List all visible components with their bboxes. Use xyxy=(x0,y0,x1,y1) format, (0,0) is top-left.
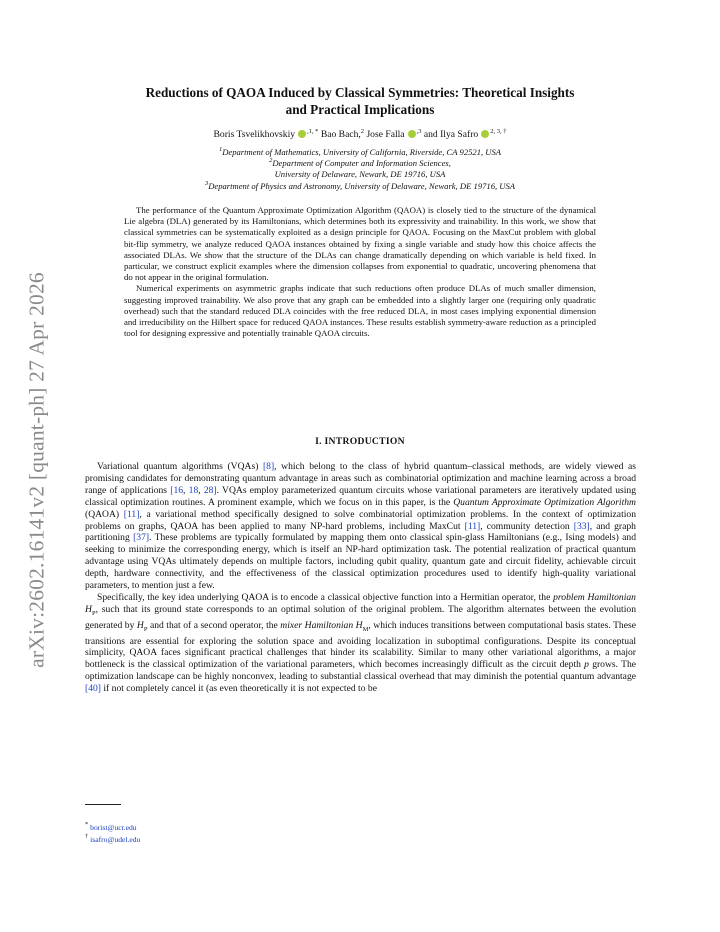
author-name: Ilya Safro xyxy=(440,129,479,140)
title-line-1: Reductions of QAOA Induced by Classical Symmetries: Theoretical Insights xyxy=(145,85,575,100)
author-name: Bao Bach, xyxy=(320,129,361,140)
math-symbol: H xyxy=(136,619,144,631)
text-run: , and graph partitioning xyxy=(85,520,636,544)
introduction-body xyxy=(85,461,636,695)
author-affil-sup: ,3 xyxy=(416,128,422,135)
text-run: , community detection xyxy=(480,520,574,532)
author-conjunction: and xyxy=(423,129,438,140)
orcid-icon[interactable] xyxy=(408,130,416,138)
affiliation-number: 3 xyxy=(204,179,209,187)
math-symbol: p xyxy=(584,659,589,671)
term-emphasis: Quantum Approximate Optimization Algorithm xyxy=(453,496,636,508)
text-run: , a variational method specifically designed to solve combinatorial optimization problems. In the context of optimization problems on graphs, QAOA has been applied to many NP-hard problems, including MaxCut xyxy=(85,508,636,532)
intro-paragraph xyxy=(85,592,636,695)
citation-link[interactable]: [11] xyxy=(123,508,140,520)
citation-link[interactable]: [16 xyxy=(170,484,184,496)
affiliation-number: 2 xyxy=(269,157,273,165)
author-name: Jose Falla xyxy=(366,129,405,140)
text-run: (QAOA) xyxy=(85,508,124,520)
affiliation-text: Department of Physics and Astronomy, University of Delaware, Newark, DE 19716, USA xyxy=(208,180,516,191)
text-run: Specifically, the key idea underlying QAOA is to encode a classical objective function into a Hermitian operator, the xyxy=(97,591,554,603)
affiliation-text: Department of Mathematics, University of California, Riverside, CA 92521, USA xyxy=(222,147,502,157)
email-link[interactable]: borist@ucr.edu xyxy=(90,823,137,832)
citation-link[interactable]: 28] xyxy=(203,484,217,496)
citation-link[interactable]: [8] xyxy=(262,461,275,472)
abstract xyxy=(124,205,596,339)
text-run: . VQAs employ parameterized quantum circuits whose variational parameters are iteratively updated using classical optimization routines. A prominent example, which we focus on in this paper, is the xyxy=(85,484,636,508)
affiliation xyxy=(80,158,640,169)
title-line-2: and Practical Implications xyxy=(285,102,435,117)
abstract-paragraph: Numerical experiments on asymmetric graphs indicate that such reductions often produce DLAs of much smaller dimension, suggesting improved trainability. We also prove that any graph can be embedded into a slightly larger one (requiring only quadratic overhead) such that the standard reduced DLA coincides with the free reduced DLA, in most cases implying exponential dimension and irreducibility on the Hilbert space for reduced QAOA instances. These results establish symmetry-aware reduction as a principled tool for designing expressive and potentially trainable QAOA circuits. xyxy=(124,283,596,339)
affiliation-list xyxy=(80,147,640,192)
math-subscript: M xyxy=(362,625,369,633)
footnote-mark: † xyxy=(85,832,89,840)
citation-link[interactable]: [40] xyxy=(85,683,101,695)
text-run: , such that its ground state corresponds to an optimal solution of the original problem. The algorithm alternates between the evolution generated by xyxy=(85,603,636,631)
citation-link[interactable]: [33] xyxy=(573,520,590,532)
text-run: . These problems are typically formulated by mapping them onto classical spin-glass Hamiltonians (e.g., Ising models) and seeking to minimize the corresponding energy, which is itself an NP-hard optimization task. The potential realization of practical quantum advantage using VQAs ultimately depends on multiple factors, including qubit quality, quantum gate and circuit fidelity, achievable circuit depth, hardware connectivity, and the effectiveness of the classical optimization procedures used to identify high-quality variational parameters, to mention just a few. xyxy=(85,532,636,592)
text-run: grows. The optimization landscape can be highly nonconvex, leading to substantial classical overhead that may diminish the potential quantum advantage xyxy=(85,659,636,683)
affiliation xyxy=(80,169,640,180)
affiliation-text: University of Delaware, Newark, DE 19716, USA xyxy=(274,169,446,180)
affiliation xyxy=(80,181,640,192)
author-affil-sup: 2, 3, † xyxy=(490,128,507,135)
arxiv-identifier: arXiv:2602.16141v2 [quant-ph] 27 Apr 2026 xyxy=(24,272,49,668)
footnote-mark: * xyxy=(85,821,89,828)
footnotes xyxy=(85,822,140,845)
term-emphasis: mixer Hamiltonian H xyxy=(280,619,363,631)
author-affil-sup: ,1, * xyxy=(307,128,319,135)
affiliation-number: 1 xyxy=(218,146,223,153)
orcid-icon[interactable] xyxy=(481,130,489,138)
paper-title xyxy=(80,84,640,118)
author-list xyxy=(80,129,640,141)
text-run: if not completely cancel it (as even theoretically it is not expected to be xyxy=(100,683,377,695)
author-affil-sup: 2 xyxy=(360,128,365,135)
text-run: and that of a second operator, the xyxy=(147,619,281,631)
citation-link[interactable]: [11] xyxy=(464,520,481,532)
math-subscript: P xyxy=(143,625,148,633)
math-subscript: P xyxy=(91,609,96,617)
footnote-divider xyxy=(85,804,121,805)
text-run: Variational quantum algorithms (VQAs) xyxy=(97,461,263,472)
email-link[interactable]: isafro@udel.edu xyxy=(90,834,141,844)
footnote xyxy=(85,822,140,834)
citation-link[interactable]: [37] xyxy=(133,532,150,544)
author-name: Boris Tsvelikhovskiy xyxy=(213,129,296,140)
arxiv-side-stamp xyxy=(22,250,52,690)
section-heading: I. INTRODUCTION xyxy=(315,436,405,447)
intro-paragraph: Variational quantum algorithms (VQAs) [8], which belong to the class of hybrid quantum–classical methods, are widely viewed as promising candidates for demonstrating quantum advantage in areas such as combinatorial optimization and machine learning across a broad range of applications [16, 18, 28]. VQAs employ parameterized quantum circuits whose variational parameters are iteratively updated using classical optimization routines. A prominent example, which we focus on in this paper, is the Quantum Approximate Optimization Algorithm (QAOA) [11], a variational method specifically designed to solve combinatorial optimization problems. In the context of optimization problems on graphs, QAOA has been applied to many NP-hard problems, including MaxCut [11], community detection [33], and graph partitioning [37]. These problems are typically formulated by mapping them onto classical spin-glass Hamiltonians (e.g., Ising models) and seeking to minimize the corresponding energy, which is itself an NP-hard optimization task. The potential realization of practical quantum advantage using VQAs ultimately depends on multiple factors, including qubit quality, quantum gate and circuit fidelity, achievable circuit depth, hardware connectivity, and the effectiveness of the classical optimization procedures used to identify high-quality variational parameters, to mention just a few. xyxy=(85,461,636,592)
affiliation xyxy=(80,147,640,158)
affiliation-text: Department of Computer and Information Sciences, xyxy=(272,158,451,169)
orcid-icon[interactable] xyxy=(298,130,306,138)
citation-link[interactable]: 18 xyxy=(188,484,199,496)
text-run: , which induces transitions between computational basis states. These transitions are essential for exploring the solution space and avoiding localization in suboptimal configurations. Despite its conceptual simplicity, QAOA faces significant practical challenges that hinder its scalability. Similar to many other variational algorithms, a major bottleneck is the classical optimization of the variational parameters, which becomes increasingly difficult as the circuit depth xyxy=(85,619,636,671)
footnote xyxy=(85,834,140,846)
term-emphasis: problem Hamiltonian H xyxy=(85,591,636,615)
abstract-paragraph: The performance of the Quantum Approximate Optimization Algorithm (QAOA) is closely tied to the structure of the dynamical Lie algebra (DLA) generated by its Hamiltonians, which determines both its expressivity and trainability. In this work, we show that classical symmetries can be systematically exploited as a design principle for QAOA. Focusing on the MaxCut problem with global bit-flip symmetry, we analyze reduced QAOA instances obtained by fixing a single variable and study how this choice affects the associated DLAs. We show that the structure of the DLAs can change dramatically depending on which variable is held fixed. In particular, we construct explicit examples where the dimension collapses from exponential to quadratic, uncovering phenomena that do not appear in the original formulation. xyxy=(124,205,596,283)
text-run: , which belong to the class of hybrid quantum–classical methods, are widely viewed as promising candidates for demonstrating quantum advantage in areas such as combinatorial optimization and machine learning across a broad range of applications xyxy=(85,461,636,496)
